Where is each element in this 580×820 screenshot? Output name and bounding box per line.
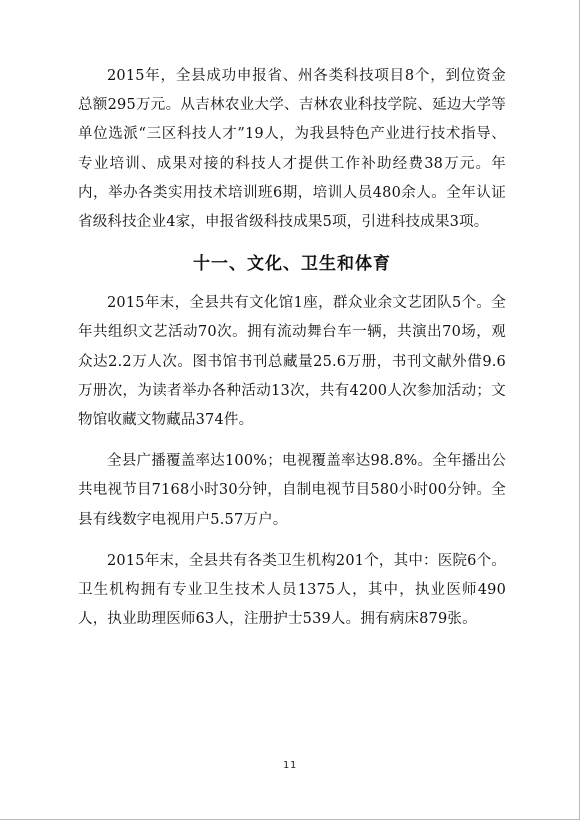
paragraph-science-technology: 2015年，全县成功申报省、州各类科技项目8个，到位资金总额295万元。从吉林农业大学、吉林农业科技学院、延边大学等单位选派“三区科技人才”19人，为我县特色产业进行技术指导、专业培训、成果对接的科技人才提供工作补助经费38万元。年内，举办各类实用技术培训班6期，培训人员480余人。全年认证省级科技企业4家，申报省级科技成果5项，引进科技成果3项。 [78,68,506,231]
paragraph-health: 2015年末，全县共有各类卫生机构201个，其中：医院6个。卫生机构拥有专业卫生技术人员1375人，其中，执业医师490人，执业助理医师63人，注册护士539人。拥有病床879张。 [78,552,506,628]
document-body [78,62,506,634]
page-number: 11 [282,760,298,771]
paragraph-culture: 2015年末，全县共有文化馆1座，群众业余文艺团队5个。全年共组织文艺活动70次。拥有流动舞台车一辆，共演出70场，观众达2.2万人次。图书馆书刊总藏量25.6万册，书刊文献外借9.6万册次，为读者举办各种活动13次，共有4200人次参加活动；文物馆收藏文物藏品374件。 [78,295,506,429]
section-heading-culture-health-sports: 十一、文化、卫生和体育 [193,254,391,275]
paragraph-broadcasting: 全县广播覆盖率达100%；电视覆盖率达98.8%。全年播出公共电视节目7168小时30分钟，自制电视节目580小时00分钟。全县有线数字电视用户5.57万户。 [78,453,506,528]
